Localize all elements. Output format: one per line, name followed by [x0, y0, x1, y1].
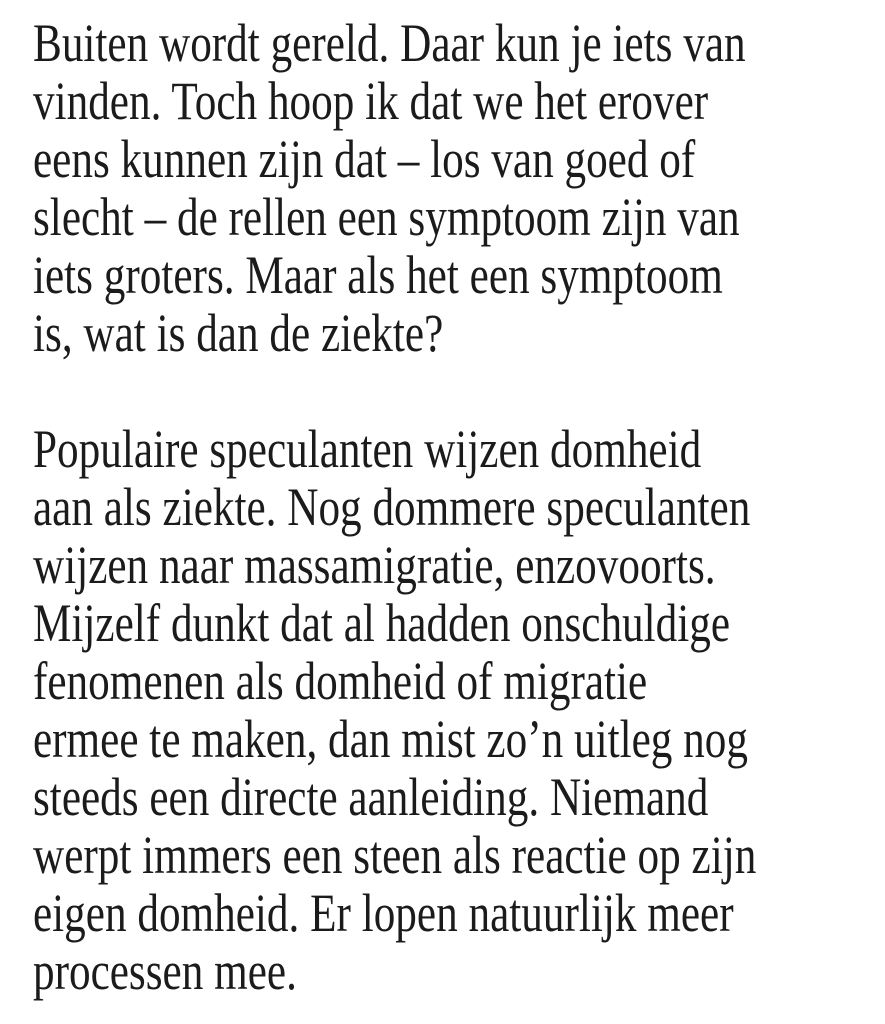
- text-line: iets groters. Maar als het een symptoom: [33, 245, 723, 305]
- text-line: eens kunnen zijn dat – los van goed of: [33, 129, 696, 189]
- paragraph-2: [33, 420, 881, 1000]
- text-line: Populaire speculanten wijzen domheid: [33, 419, 702, 479]
- text-line: fenomenen als domheid of migratie: [33, 651, 648, 711]
- text-line: Buiten wordt gereld. Daar kun je iets van: [33, 13, 746, 73]
- text-line: processen mee.: [33, 941, 297, 1001]
- text-line: vinden. Toch hoop ik dat we het erover: [33, 71, 709, 131]
- text-line: is, wat is dan de ziekte?: [33, 303, 444, 363]
- text-block: [33, 14, 881, 1000]
- text-line: steeds een directe aanleiding. Niemand: [33, 767, 709, 827]
- text-line: aan als ziekte. Nog dommere speculanten: [33, 477, 751, 537]
- text-line: werpt immers een steen als reactie op zijn: [33, 825, 757, 885]
- paragraph-1: [33, 14, 881, 362]
- text-line: ermee te maken, dan mist zo’n uitleg nog: [33, 709, 748, 769]
- text-line: wijzen naar massamigratie, enzovoorts.: [33, 535, 716, 595]
- text-line: eigen domheid. Er lopen natuurlijk meer: [33, 883, 734, 943]
- text-line: Mijzelf dunkt dat al hadden onschuldige: [33, 593, 731, 653]
- text-line: slecht – de rellen een symptoom zijn van: [33, 187, 740, 247]
